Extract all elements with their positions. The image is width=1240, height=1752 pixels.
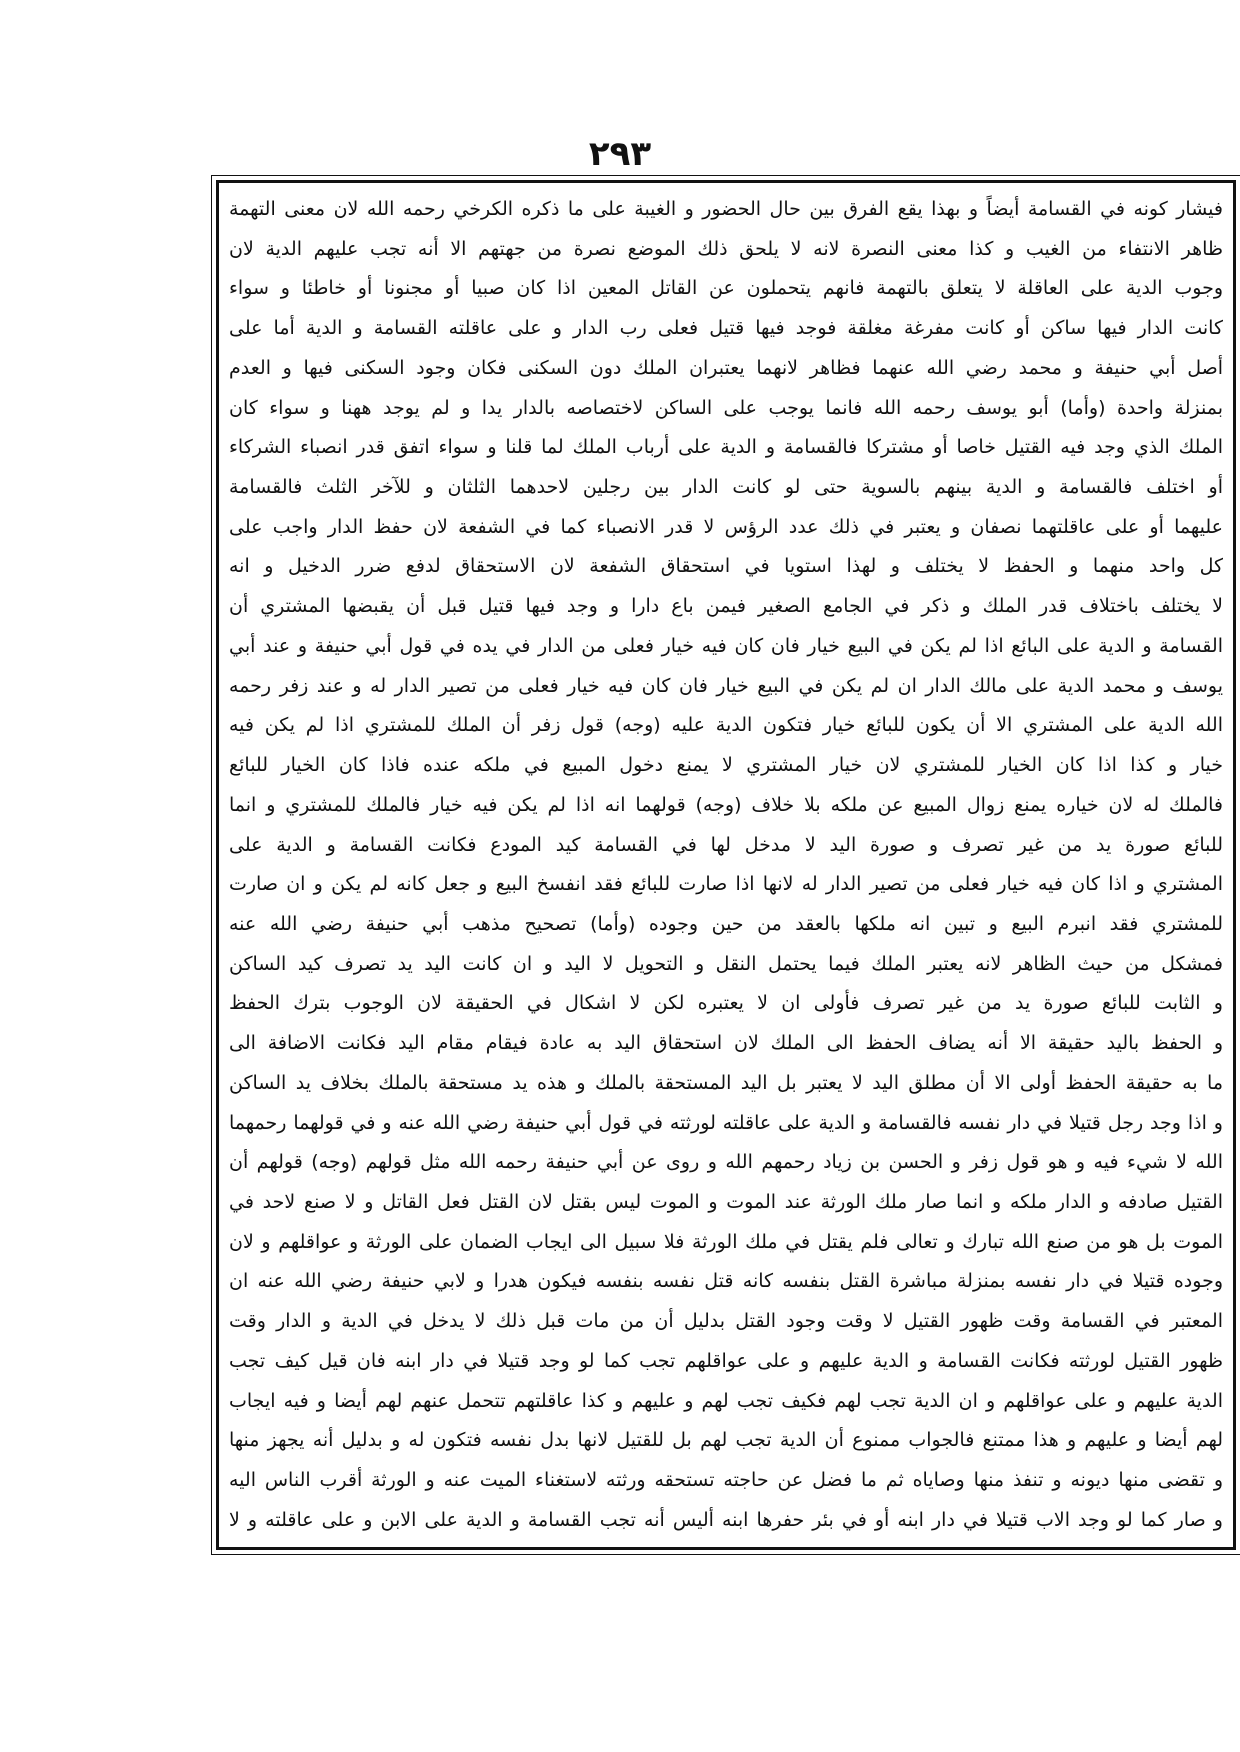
text-line: لا يختلف باختلاف قدر الملك و ذكر في الجامع الصغير فيمن باع دارا و وجد فيها قتيل قبل أن يقبضها المشتري أن <box>229 595 1223 618</box>
text-line: أو اختلف فالقسامة و الدية بينهم بالسوية حتى لو كانت الدار بين رجلين لاحدهما الثلثان و للآخر الثلث فالقسامة <box>229 476 1223 499</box>
text-line: الله الدية على المشتري الا أن يكون للبائع خيار فتكون الدية عليه (وجه) قول زفر أن الملك للمشتري اذا لم يكن فيه <box>229 714 1223 737</box>
text-line: كانت الدار فيها ساكن أو كانت مفرغة مغلقة فوجد فيها قتيل فعلى رب الدار و على عاقلته القسامة و الدية أما على <box>229 317 1223 340</box>
text-line: و الثابت للبائع صورة يد من غير تصرف فأولى ان لا يعتبره لكن لا اشكال في الحقيقة لان الوجوب بترك الحفظ <box>229 992 1223 1015</box>
text-line: و اذا وجد رجل قتيلا في دار نفسه فالقسامة و الدية على عاقلته لورثته في قول أبي حنيفة رضي الله عنه و في قولهما رحمهما <box>229 1111 1223 1134</box>
text-line: يوسف و محمد الدية على مالك الدار ان لم يكن في البيع خيار فان كان فيه خيار فعلى من تصير الدار له و عند زفر رحمه <box>229 674 1223 697</box>
text-line: المعتبر في القسامة وقت ظهور القتيل لا وقت وجود القتل بدليل أن من مات قبل ذلك لا يدخل في الدية و الدار وقت <box>229 1310 1223 1333</box>
text-body <box>229 191 1223 1539</box>
text-line: فيشار كونه في القسامة أيضاً و بهذا يقع الفرق بين حال الحضور و الغيبة على ما ذكره الكرخي رحمه الله لان معنى التهمة <box>229 198 1223 220</box>
text-frame <box>216 180 1236 1550</box>
text-line: عليهما أو على عاقلتهما نصفان و يعتبر في ذلك عدد الرؤس لا قدر الانصباء كما في الشفعة لان حفظ الدار واجب على <box>229 515 1223 538</box>
text-line: فمشكل من حيث الظاهر لانه يعتبر الملك فيما يحتمل النقل و التحويل لا اليد و ان كانت اليد يد تصرف كيد الساكن <box>229 952 1223 975</box>
text-line: كل واحد منهما و الحفظ لا يختلف و لهذا استويا في استحقاق الشفعة لان الاستحقاق لدفع ضرر الدخيل و انه <box>229 555 1223 578</box>
text-line: ظاهر الانتفاء من الغيب و كذا معنى النصرة لانه لا يلحق ذلك الموضع نصرة من جهتهم الا أنه تجب عليهم الدية لان <box>229 237 1223 260</box>
text-line: المشتري و اذا كان فيه خيار فعلى من تصير الدار له لانها اذا صارت للبائع فقد انفسخ البيع و جعل كانه لم يكن و ان صارت <box>229 873 1223 896</box>
text-line: لهم أيضا و عليهم و هذا ممتنع فالجواب ممنوع أن الدية تجب لهم بل للقتيل لانها بدل نفسه فتكون له و بدليل أنه يجهز منها <box>229 1429 1223 1452</box>
text-line: للمشتري فقد انبرم البيع و تبين انه ملكها بالعقد من حين وجوده (وأما) تصحيح مذهب أبي حنيفة رضي الله عنه <box>229 912 1223 935</box>
text-line: بمنزلة واحدة (وأما) أبو يوسف رحمه الله فانما يوجب على الساكن لاختصاصه بالدار يدا و لم يوجد ههنا و سواء كان <box>229 396 1223 419</box>
text-line: الله لا شيء فيه و هو قول زفر و الحسن بن زياد رحمهم الله و روى عن أبي حنيفة رحمه الله مثل قولهم (وجه) قولهم أن <box>229 1151 1223 1174</box>
text-line: ما به حقيقة الحفظ أولى الا أن مطلق اليد لا يعتبر بل اليد المستحقة بالملك و هذه يد مستحقة بالملك بخلاف يد الساكن <box>229 1071 1223 1094</box>
text-line: للبائع صورة يد من غير تصرف و صورة اليد لا مدخل لها في القسامة كيد المودع فكانت القسامة و الدية على <box>229 833 1223 856</box>
text-line: وجوده قتيلا في دار نفسه بمنزلة مباشرة القتل بنفسه كانه قتل نفسه بنفسه فيكون هدرا و لابي حنيفة رضي الله عنه ان <box>229 1270 1223 1293</box>
text-line: القسامة و الدية على البائع اذا لم يكن في البيع خيار فان كان فيه خيار فعلى من الدار في يده في قول أبي حنيفة و عند أبي <box>229 634 1223 657</box>
page-number: ٢٩٣ <box>588 134 652 174</box>
text-line: القتيل صادفه و الدار ملكه و انما صار ملك الورثة عند الموت و الموت ليس بقتل لان القتل فعل القاتل و لا صنع لاحد في <box>229 1190 1223 1213</box>
text-line: و تقضى منها ديونه و تنفذ منها وصاياه ثم ما فضل عن حاجته تستحقه ورثته لاستغناء الميت عنه و الورثة أقرب الناس اليه <box>229 1469 1223 1491</box>
text-line: أصل أبي حنيفة و محمد رضي الله عنهما فظاهر لانهما يعتبران الملك دون السكنى فكان وجود السكنى فيها و العدم <box>229 356 1223 379</box>
text-line: و صار كما لو وجد الاب قتيلا في دار ابنه أو في بئر حفرها ابنه أليس أنه تجب القسامة و الدية على الابن و على عاقلته و لا <box>229 1508 1223 1531</box>
text-line: خيار و كذا اذا كان الخيار للمشتري لان خيار المشتري لا يمنع دخول المبيع في ملكه عنده فاذا كان الخيار للبائع <box>229 754 1223 777</box>
text-line: فالملك له لان خياره يمنع زوال المبيع عن ملكه بلا خلاف (وجه) قولهما انه اذا لم يكن فيه خيار فالملك للمشتري و انما <box>229 793 1223 816</box>
text-line: الموت بل هو من صنع الله تبارك و تعالى فلم يقتل في ملك الورثة فلا سبيل الى ايجاب الضمان على الورثة و عواقلهم و لان <box>229 1230 1223 1253</box>
text-line: و الحفظ باليد حقيقة الا أنه يضاف الحفظ الى الملك لان استحقاق اليد به عادة فيقام مقام اليد فكانت الاضافة الى <box>229 1032 1223 1055</box>
text-line: ظهور القتيل لورثته فكانت القسامة و الدية عليهم و على عواقلهم تجب كما لو وجد قتيلا في دار ابنه فان قيل كيف تجب <box>229 1349 1223 1372</box>
text-line: الدية عليهم و على عواقلهم و ان الدية تجب لهم فكيف تجب لهم و عليهم و كذا عاقلتهم تتحمل عنهم لهم أيضا و فيه ايجاب <box>229 1389 1223 1412</box>
text-line: وجوب الدية على العاقلة لا يتعلق بالتهمة فانهم يتحملون عن القاتل المعين اذا كان صبيا أو مجنونا أو خاطئا و سواء <box>229 277 1223 300</box>
text-line: الملك الذي وجد فيه القتيل خاصا أو مشتركا فالقسامة و الدية على أرباب الملك لما قلنا و سواء اتفق قدر انصباء الشركاء <box>229 436 1223 459</box>
